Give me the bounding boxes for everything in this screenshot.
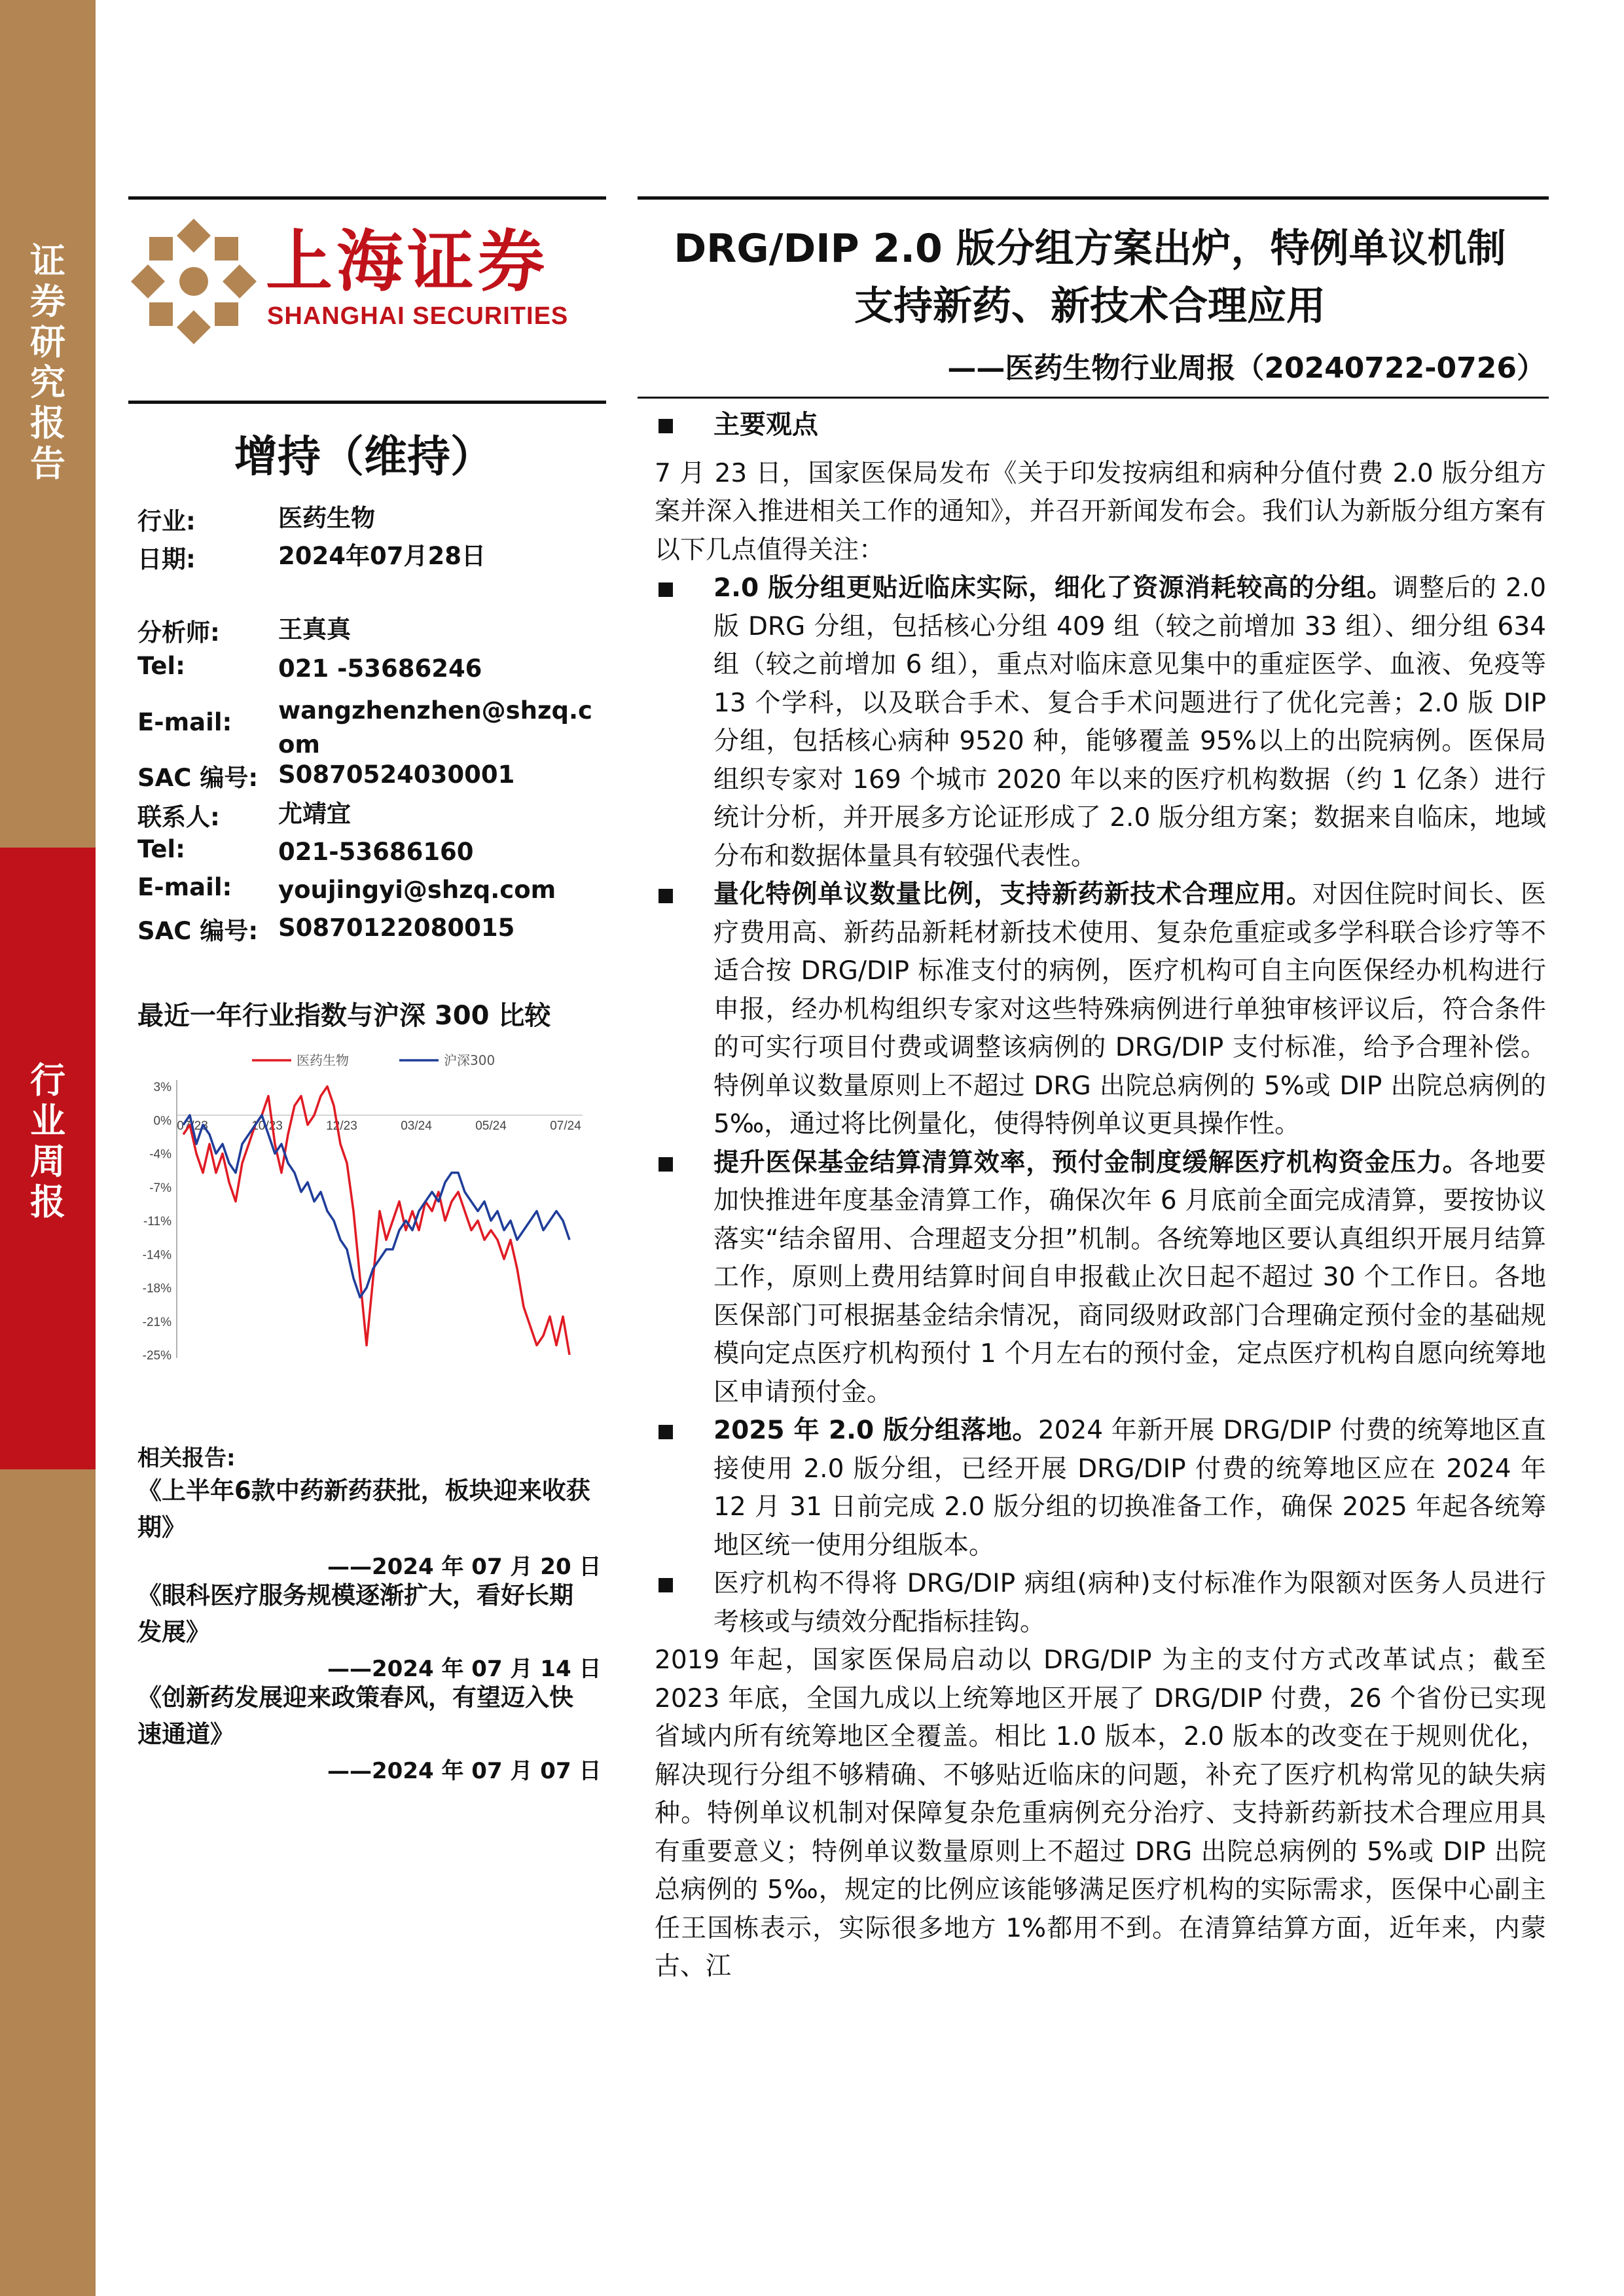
related-reports-title: 相关报告:: [137, 1445, 236, 1471]
chart-legend-label: 医药生物: [297, 1052, 349, 1068]
chart-x-tick-label: 07/23: [177, 1119, 208, 1133]
chart-series-line-csi300: [183, 1115, 569, 1297]
side-label-weekly: 行 业 周 报: [30, 1060, 65, 1223]
header-rule-right-bottom: [638, 397, 1549, 399]
chart-y-tick-label: -7%: [149, 1181, 171, 1195]
chart-x-tick-label: 10/23: [251, 1119, 283, 1133]
chart-y-tick-label: 3%: [153, 1081, 171, 1094]
chart-legend-label: 沪深300: [444, 1052, 496, 1068]
header-rule-left-bottom: [128, 401, 606, 404]
related-report-3[interactable]: 《创新药发展迎来政策春风，有望迈入快 速通道》: [137, 1683, 573, 1748]
chart-y-tick-label: -14%: [142, 1248, 171, 1263]
chart-y-tick-label: 0%: [153, 1114, 171, 1128]
report-title-line1: DRG/DIP 2.0 版分组方案出炉，特例单议机制: [674, 226, 1506, 272]
bullet-point-2: 量化特例单议数量比例，支持新药新技术合理应用。对因住院时间长、医疗费用高、新药品新耗材新技术使用、复杂危重症或多学科联合诊疗等不适合按 DRG/DIP 标准支付的病例，医疗机构可自主向医保经办机构进行申报，经办机构组织专家对这些特殊病例进行单独审核评议后，符合条件的可实行项目付费或调整该病例的 DRG/DIP 支付标准，给予合理补偿。特例单议数量原则上不超过 DRG 出院总病例的 5%或 DIP 出院总病例的 5‰，通过将比例量化，使得特例单议更具操作性。: [655, 876, 1546, 1144]
report-subtitle: ——医药生物行业周报（20240722-0726）: [947, 351, 1545, 385]
company-logo: [128, 216, 600, 353]
chart-title: 最近一年行业指数与沪深 300 比较: [137, 1001, 551, 1031]
header-rule-right-top: [638, 196, 1549, 200]
related-report-2-date: ——2024 年 07 月 14 日: [327, 1656, 602, 1682]
rating: 增持（维持）: [234, 431, 494, 482]
related-report-1[interactable]: 《上半年6款中药新药获批，板块迎来收获 期》: [137, 1477, 590, 1541]
bullet-point-5: 医疗机构不得将 DRG/DIP 病组(病种)支付标准作为限额对医务人员进行考核或与绩效分配指标挂钩。: [655, 1565, 1546, 1641]
bullet-point-4: 2025 年 2.0 版分组落地。2024 年新开展 DRG/DIP 付费的统筹地区直接使用 2.0 版分组，已经开展 DRG/DIP 付费的统筹地区应在 2024 年 12 月 31 日前完成 2.0 版分组的切换准备工作，确保 2025 年起各统筹地区统一使用分组版本。: [655, 1412, 1546, 1565]
chart-x-tick-label: 07/24: [550, 1119, 581, 1133]
chart-x-tick-label: 03/24: [401, 1119, 432, 1133]
side-label-report-type: 证 券 研 究 报 告: [30, 240, 65, 484]
related-report-3-date: ——2024 年 07 月 07 日: [327, 1758, 602, 1784]
bullet-point-1: 2.0 版分组更贴近临床实际，细化了资源消耗较高的分组。调整后的 2.0 版 DRG 分组，包括核心分组 409 组（较之前增加 33 组）、细分组 634 组（较之前增加 6 组），重点对临床意见集中的重症医学、血液、免疫等 13 个学科，以及联合手术、复合手术问题进行了优化完善；2.0 版 DIP 分组，包括核心病种 9520 种，能够覆盖 95%以上的出院病例。医保局组织专家对 169 个城市 2020 年以来的医疗机构数据（约 1 亿条）进行统计分析，并开展多方论证形成了 2.0 版分组方案；数据来自临床，地域分布和数据体量具有较强代表性。: [655, 569, 1546, 876]
header-rule-left-top: [128, 196, 606, 200]
bullet-point-3: 提升医保基金结算清算效率，预付金制度缓解医疗机构资金压力。各地要加快推进年度基金清算工作，确保次年 6 月底前全面完成清算，要按协议落实“结余留用、合理超支分担”机制。各统筹地区要认真组织开展月结算工作，原则上费用结算时间自申报截止次日起不超过 30 个工作日。各地医保部门可根据基金结余情况，商同级财政部门合理确定预付金的基础规模向定点医疗机构预付 1 个月左右的预付金，定点医疗机构自愿向统筹地区申请预付金。: [655, 1144, 1546, 1412]
index-comparison-chart: [124, 1041, 602, 1374]
chart-y-tick-label: -21%: [142, 1315, 171, 1329]
section-heading: 主要观点: [655, 406, 1546, 444]
related-report-1-date: ——2024 年 07 月 20 日: [327, 1554, 602, 1580]
chart-y-tick-label: -11%: [143, 1215, 171, 1229]
chart-y-tick-label: -4%: [149, 1147, 171, 1162]
main-content: [655, 406, 1546, 1986]
chart-y-tick-label: -18%: [142, 1282, 171, 1296]
logo-text-en: SHANGHAI SECURITIES: [267, 302, 569, 330]
chart-x-tick-label: 12/23: [326, 1119, 357, 1133]
intro-paragraph: 7 月 23 日，国家医保局发布《关于印发按病组和病种分值付费 2.0 版分组方案并深入推进相关工作的通知》，并召开新闻发布会。我们认为新版分组方案有以下几点值得关注：: [655, 458, 1546, 565]
related-report-2[interactable]: 《眼科医疗服务规模逐渐扩大，看好长期 发展》: [137, 1581, 573, 1646]
report-title-line2: 支持新药、新技术合理应用: [854, 283, 1326, 329]
logo-mark-icon: [128, 216, 259, 347]
logo-text-cn: 上海证券: [266, 223, 549, 301]
outro-paragraph: 2019 年起，国家医保局启动以 DRG/DIP 为主的支付方式改革试点；截至 2023 年底，全国九成以上统筹地区开展了 DRG/DIP 付费，26 个省份已实现省域内所有统筹地区全覆盖。相比 1.0 版本，2.0 版本的改变在于规则优化，解决现行分组不够精确、不够贴近临床的问题，补充了医疗机构常见的缺失病种。特例单议机制对保障复杂危重病例充分治疗、支持新药新技术合理应用具有重要意义；特例单议数量原则上不超过 DRG 出院总病例的 5%或 DIP 出院总病例的 5‰，规定的比例应该能够满足医疗机构的实际需求，医保中心副主任王国栋表示，实际很多地方 1%都用不到。在清算结算方面，近年来，内蒙古、江: [655, 1645, 1546, 1981]
chart-y-tick-label: -25%: [142, 1349, 171, 1363]
chart-x-tick-label: 05/24: [475, 1119, 507, 1133]
